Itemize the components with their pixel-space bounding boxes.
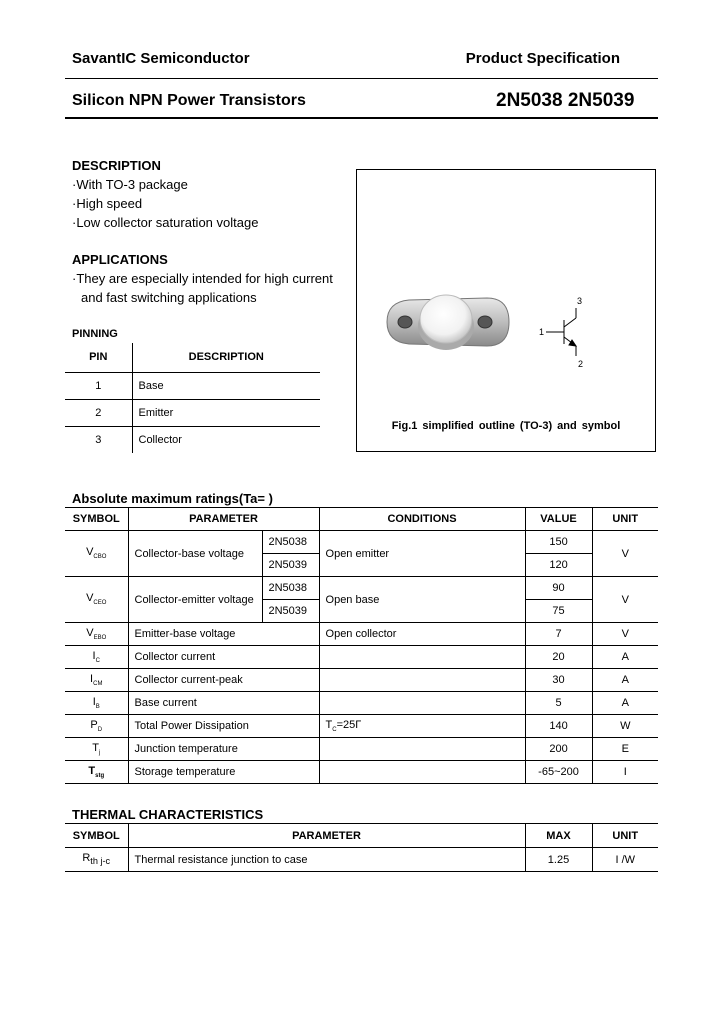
- value-cell: 90: [525, 577, 592, 600]
- parameter-cell: Collector current-peak: [128, 669, 319, 692]
- unit-cell: A: [592, 646, 658, 669]
- value-cell: 200: [525, 738, 592, 761]
- part-numbers: 2N5038 2N5039: [496, 90, 635, 111]
- symbol-cell: $V_{EBO}$: [65, 623, 128, 646]
- symbol-cell: $V_{CBO}$: [65, 531, 128, 577]
- table-row: [65, 531, 658, 554]
- unit-cell: A: [592, 692, 658, 715]
- spec-label: Product Specification: [465, 50, 620, 67]
- unit-header: UNIT: [592, 508, 658, 531]
- to3-package-drawing: [357, 170, 655, 410]
- symbol-cell: $I_B$: [65, 692, 128, 715]
- table-row: [65, 669, 658, 692]
- unit-cell: A: [592, 669, 658, 692]
- value-cell: 30: [525, 669, 592, 692]
- value-cell: 7: [525, 623, 592, 646]
- conditions-cell: [319, 646, 525, 669]
- applications-line: and fast switching applications: [81, 290, 257, 305]
- parameter-cell: Thermal resistance junction to case: [128, 848, 525, 872]
- symbol-cell: $I_{CM}$: [65, 669, 128, 692]
- thermal-title: THERMAL CHARACTERISTICS: [72, 807, 264, 822]
- value-cell: -65~200: [525, 761, 592, 784]
- symbol-cell: $P_D$: [65, 715, 128, 738]
- table-row: [65, 577, 658, 600]
- value-cell: 20: [525, 646, 592, 669]
- table-row: [65, 824, 658, 848]
- conditions-cell: Open emitter: [319, 531, 525, 577]
- value-cell: 150: [525, 531, 592, 554]
- conditions-cell: Open collector: [319, 623, 525, 646]
- ratings-title: Absolute maximum ratings(Ta= ): [72, 491, 273, 506]
- variant-cell: 2N5038: [262, 577, 319, 600]
- conditions-header: CONDITIONS: [319, 508, 525, 531]
- description-header: DESCRIPTION: [132, 343, 320, 372]
- pin-description: Emitter: [132, 399, 320, 426]
- conditions-cell: [319, 669, 525, 692]
- header-rule-bottom: [65, 117, 658, 119]
- conditions-cell: $T_C=25Г$: [319, 715, 525, 738]
- pin-header: PIN: [65, 343, 132, 372]
- table-row: [65, 761, 658, 784]
- description-title: DESCRIPTION: [72, 158, 161, 173]
- variant-cell: 2N5039: [262, 600, 319, 623]
- parameter-cell: Storage temperature: [128, 761, 319, 784]
- parameter-cell: Collector current: [128, 646, 319, 669]
- pin-number: 1: [65, 372, 132, 399]
- symbol-pin-1: 1: [539, 327, 545, 337]
- parameter-header: PARAMETER: [128, 824, 525, 848]
- ratings-table: [65, 507, 658, 784]
- table-row: [65, 426, 320, 453]
- variant-cell: 2N5039: [262, 554, 319, 577]
- parameter-cell: Base current: [128, 692, 319, 715]
- unit-cell: W: [592, 715, 658, 738]
- table-row: [65, 508, 658, 531]
- thermal-table: [65, 823, 658, 872]
- product-title: Silicon NPN Power Transistors: [72, 92, 306, 109]
- max-header: MAX: [525, 824, 592, 848]
- table-row: [65, 715, 658, 738]
- table-row: [65, 399, 320, 426]
- parameter-cell: Collector-emitter voltage: [128, 577, 262, 623]
- value-cell: 120: [525, 554, 592, 577]
- table-row: [65, 623, 658, 646]
- unit-cell: V: [592, 531, 658, 577]
- symbol-cell: $V_{CEO}$: [65, 577, 128, 623]
- conditions-cell: [319, 738, 525, 761]
- symbol-cell: $R_{th j-c}$: [65, 848, 128, 872]
- symbol-pin-3: 3: [577, 296, 583, 306]
- figure-box: [356, 169, 656, 452]
- pin-number: 3: [65, 426, 132, 453]
- symbol-cell: $T_{stg}$: [65, 761, 128, 784]
- symbol-header: SYMBOL: [65, 508, 128, 531]
- pinning-title: PINNING: [72, 328, 118, 340]
- table-row: [65, 848, 658, 872]
- description-item: ·With TO-3 package: [72, 177, 188, 192]
- figure-caption: Fig.1 simplified outline (TO-3) and symbol: [391, 420, 621, 432]
- table-row: [65, 692, 658, 715]
- unit-cell: Ε: [592, 738, 658, 761]
- table-row: [65, 343, 320, 372]
- description-item: ·High speed: [72, 196, 143, 211]
- conditions-cell: [319, 692, 525, 715]
- variant-cell: 2N5038: [262, 531, 319, 554]
- header-rule-top: [65, 78, 658, 79]
- value-cell: 5: [525, 692, 592, 715]
- value-cell: 140: [525, 715, 592, 738]
- applications-title: APPLICATIONS: [72, 252, 168, 267]
- applications-line: ·They are especially intended for high current: [72, 271, 333, 286]
- parameter-cell: Emitter-base voltage: [128, 623, 319, 646]
- description-item: ·Low collector saturation voltage: [72, 215, 259, 230]
- symbol-cell: $I_C$: [65, 646, 128, 669]
- unit-cell: V: [592, 577, 658, 623]
- symbol-pin-2: 2: [578, 359, 584, 369]
- parameter-cell: Junction temperature: [128, 738, 319, 761]
- unit-header: UNIT: [592, 824, 658, 848]
- unit-cell: Ι: [592, 761, 658, 784]
- unit-cell: V: [592, 623, 658, 646]
- pin-number: 2: [65, 399, 132, 426]
- pin-description: Base: [132, 372, 320, 399]
- value-header: VALUE: [525, 508, 592, 531]
- npn-transistor-symbol-icon: [546, 308, 576, 356]
- table-row: [65, 646, 658, 669]
- parameter-cell: Total Power Dissipation: [128, 715, 319, 738]
- conditions-cell: [319, 761, 525, 784]
- pin-description: Collector: [138, 433, 182, 446]
- unit-cell: Ι /W: [592, 848, 658, 872]
- value-cell: 75: [525, 600, 592, 623]
- table-row: [65, 372, 320, 399]
- symbol-header: SYMBOL: [65, 824, 128, 848]
- conditions-cell: Open base: [319, 577, 525, 623]
- pinning-table: [65, 343, 320, 453]
- company-name: SavantIC Semiconductor: [72, 50, 250, 67]
- max-cell: 1.25: [525, 848, 592, 872]
- symbol-cell: $T_j$: [65, 738, 128, 761]
- parameter-cell: Collector-base voltage: [128, 531, 262, 577]
- parameter-header: PARAMETER: [128, 508, 319, 531]
- table-row: [65, 738, 658, 761]
